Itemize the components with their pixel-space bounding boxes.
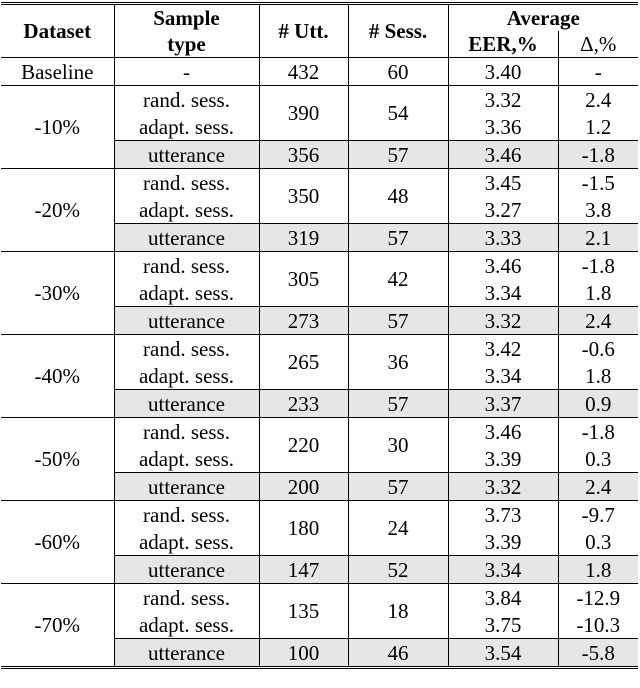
utterance-utt-count: 200 <box>259 473 348 501</box>
delta-adapt: 0.3 <box>558 528 638 556</box>
session-utt-count: 180 <box>259 501 348 556</box>
sample-type-adapt: adapt. sess. <box>114 528 259 556</box>
table-row-rand-sess <box>1 335 638 363</box>
table-row-rand-sess <box>1 584 638 612</box>
delta-rand: -12.9 <box>558 584 638 612</box>
sample-type-rand: rand. sess. <box>114 335 259 363</box>
eer-rand: 3.45 <box>448 169 558 197</box>
session-utt-count: 135 <box>259 584 348 639</box>
sample-type-adapt: adapt. sess. <box>114 113 259 141</box>
session-utt-count: 390 <box>259 86 348 141</box>
header-eer: EER,% <box>448 31 558 58</box>
eer-utterance: 3.34 <box>448 556 558 584</box>
sample-type-rand: rand. sess. <box>114 584 259 612</box>
delta-adapt: -10.3 <box>558 611 638 639</box>
utterance-utt-count: 319 <box>259 224 348 252</box>
header-utterances: # Utt. <box>259 5 348 58</box>
eer-rand: 3.32 <box>448 86 558 114</box>
utterance-sess-count: 57 <box>348 390 448 418</box>
eer-rand: 3.73 <box>448 501 558 529</box>
session-sess-count: 30 <box>348 418 448 473</box>
eer-rand: 3.46 <box>448 252 558 280</box>
delta-utterance: 0.9 <box>558 390 638 418</box>
delta-rand: -0.6 <box>558 335 638 363</box>
table-row-rand-sess <box>1 252 638 280</box>
delta-adapt: 3.8 <box>558 196 638 224</box>
utterance-sess-count: 52 <box>348 556 448 584</box>
sample-type-utterance: utterance <box>114 141 259 169</box>
delta-utterance: -5.8 <box>558 639 638 667</box>
delta-adapt: 1.2 <box>558 113 638 141</box>
sample-type-adapt: adapt. sess. <box>114 196 259 224</box>
header-sample-type-line1: Sample <box>153 6 220 30</box>
utterance-utt-count: 233 <box>259 390 348 418</box>
header-average: Average <box>448 5 638 31</box>
header-dataset: Dataset <box>1 5 114 58</box>
utterance-sess-count: 46 <box>348 639 448 667</box>
table-row-rand-sess <box>1 169 638 197</box>
sample-type-rand: rand. sess. <box>114 86 259 114</box>
delta-utterance: 2.4 <box>558 473 638 501</box>
group-dataset: -50% <box>1 418 114 501</box>
utterance-utt-count: 147 <box>259 556 348 584</box>
eer-adapt: 3.36 <box>448 113 558 141</box>
session-utt-count: 220 <box>259 418 348 473</box>
utterance-sess-count: 57 <box>348 141 448 169</box>
eer-adapt: 3.39 <box>448 445 558 473</box>
baseline-sample-type: - <box>114 58 259 86</box>
delta-rand: -1.8 <box>558 252 638 280</box>
group-dataset: -40% <box>1 335 114 418</box>
header-sample-type <box>114 5 259 58</box>
delta-utterance: 2.1 <box>558 224 638 252</box>
session-sess-count: 18 <box>348 584 448 639</box>
utterance-sess-count: 57 <box>348 307 448 335</box>
session-sess-count: 54 <box>348 86 448 141</box>
group-dataset: -70% <box>1 584 114 667</box>
utterance-utt-count: 273 <box>259 307 348 335</box>
baseline-utt: 432 <box>259 58 348 86</box>
session-sess-count: 48 <box>348 169 448 224</box>
eer-rand: 3.42 <box>448 335 558 363</box>
table-row-rand-sess <box>1 86 638 114</box>
delta-adapt: 0.3 <box>558 445 638 473</box>
sample-type-rand: rand. sess. <box>114 418 259 446</box>
group-dataset: -20% <box>1 169 114 252</box>
eer-utterance: 3.32 <box>448 473 558 501</box>
sample-type-rand: rand. sess. <box>114 252 259 280</box>
table-row-baseline <box>1 58 638 86</box>
table-body <box>1 58 638 667</box>
delta-rand: -9.7 <box>558 501 638 529</box>
sample-type-rand: rand. sess. <box>114 501 259 529</box>
delta-adapt: 1.8 <box>558 362 638 390</box>
header-delta: Δ,% <box>558 31 638 58</box>
group-dataset: -30% <box>1 252 114 335</box>
baseline-eer: 3.40 <box>448 58 558 86</box>
session-sess-count: 24 <box>348 501 448 556</box>
eer-adapt: 3.34 <box>448 362 558 390</box>
results-table <box>1 5 638 666</box>
group-dataset: -60% <box>1 501 114 584</box>
eer-adapt: 3.75 <box>448 611 558 639</box>
eer-adapt: 3.34 <box>448 279 558 307</box>
sample-type-utterance: utterance <box>114 224 259 252</box>
sample-type-adapt: adapt. sess. <box>114 445 259 473</box>
eer-rand: 3.84 <box>448 584 558 612</box>
sample-type-adapt: adapt. sess. <box>114 362 259 390</box>
sample-type-utterance: utterance <box>114 473 259 501</box>
sample-type-adapt: adapt. sess. <box>114 611 259 639</box>
eer-adapt: 3.39 <box>448 528 558 556</box>
eer-utterance: 3.37 <box>448 390 558 418</box>
session-utt-count: 350 <box>259 169 348 224</box>
results-table-frame <box>1 2 638 669</box>
sample-type-utterance: utterance <box>114 307 259 335</box>
baseline-sess: 60 <box>348 58 448 86</box>
table-row-rand-sess <box>1 501 638 529</box>
session-utt-count: 305 <box>259 252 348 307</box>
delta-utterance: 1.8 <box>558 556 638 584</box>
sample-type-utterance: utterance <box>114 556 259 584</box>
eer-utterance: 3.33 <box>448 224 558 252</box>
eer-rand: 3.46 <box>448 418 558 446</box>
delta-utterance: 2.4 <box>558 307 638 335</box>
header-sessions: # Sess. <box>348 5 448 58</box>
sample-type-adapt: adapt. sess. <box>114 279 259 307</box>
delta-utterance: -1.8 <box>558 141 638 169</box>
delta-rand: 2.4 <box>558 86 638 114</box>
group-dataset: -10% <box>1 86 114 169</box>
sample-type-utterance: utterance <box>114 390 259 418</box>
delta-rand: -1.8 <box>558 418 638 446</box>
eer-utterance: 3.46 <box>448 141 558 169</box>
sample-type-utterance: utterance <box>114 639 259 667</box>
baseline-delta: - <box>558 58 638 86</box>
utterance-utt-count: 356 <box>259 141 348 169</box>
table-row-rand-sess <box>1 418 638 446</box>
session-utt-count: 265 <box>259 335 348 390</box>
delta-adapt: 1.8 <box>558 279 638 307</box>
eer-utterance: 3.32 <box>448 307 558 335</box>
header-sample-type-line2: type <box>167 32 206 56</box>
sample-type-rand: rand. sess. <box>114 169 259 197</box>
header-row-top <box>1 5 638 31</box>
baseline-dataset: Baseline <box>1 58 114 86</box>
utterance-sess-count: 57 <box>348 473 448 501</box>
eer-adapt: 3.27 <box>448 196 558 224</box>
session-sess-count: 36 <box>348 335 448 390</box>
eer-utterance: 3.54 <box>448 639 558 667</box>
utterance-sess-count: 57 <box>348 224 448 252</box>
utterance-utt-count: 100 <box>259 639 348 667</box>
session-sess-count: 42 <box>348 252 448 307</box>
delta-rand: -1.5 <box>558 169 638 197</box>
